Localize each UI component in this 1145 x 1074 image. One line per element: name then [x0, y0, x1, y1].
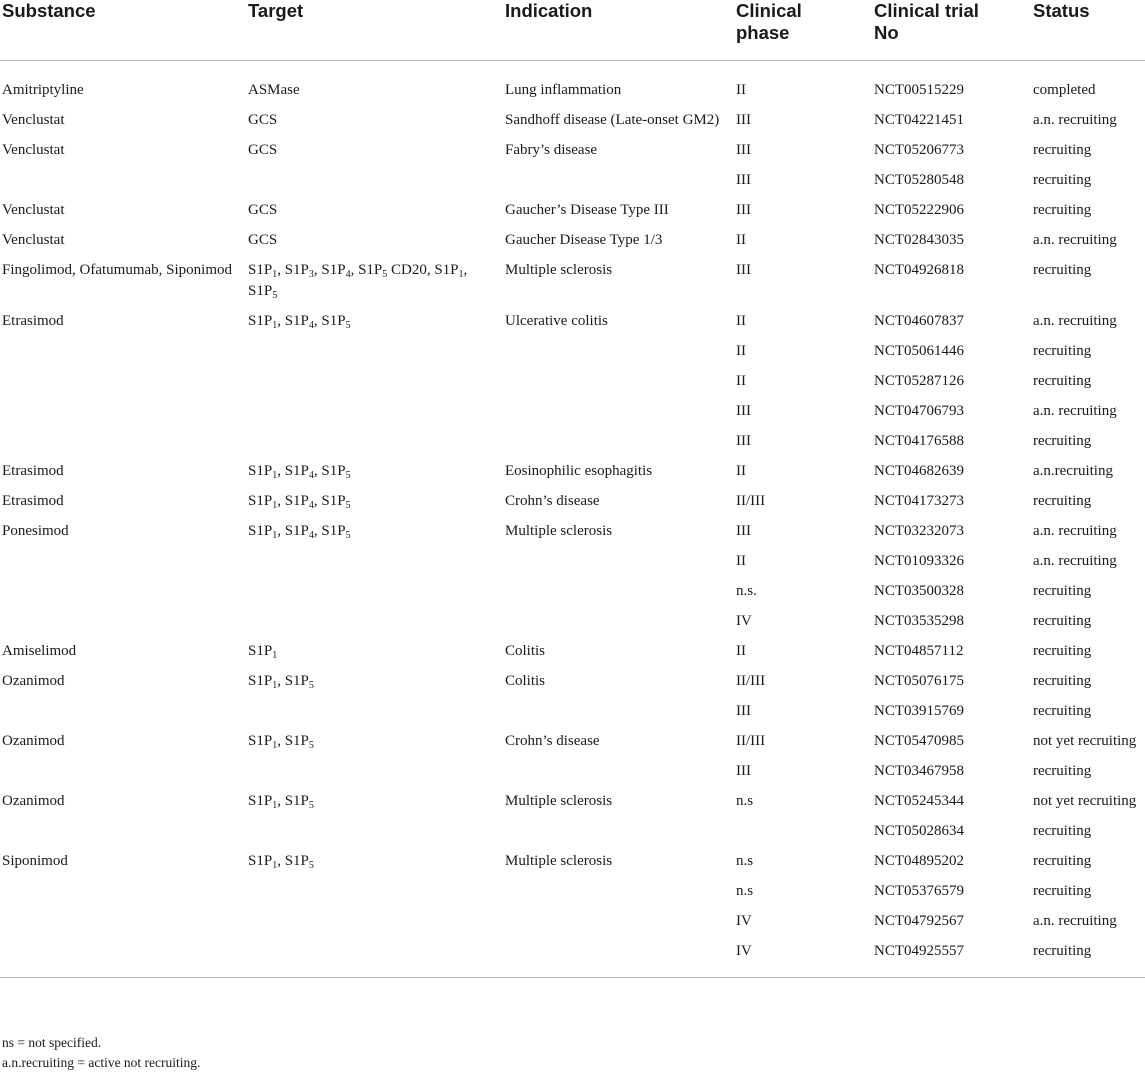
cell-clinical-trial-no: NCT04792567	[874, 913, 964, 929]
cell-target	[248, 367, 505, 397]
table-row	[0, 847, 1145, 877]
table-row	[0, 517, 1145, 547]
cell-clinical-trial-no: NCT03232073	[874, 523, 964, 539]
cell-status: recruiting	[1033, 643, 1092, 659]
cell-status: a.n. recruiting	[1033, 232, 1117, 248]
cell-substance	[0, 427, 248, 457]
header-row	[0, 0, 1145, 61]
table-row	[0, 427, 1145, 457]
cell-indication	[505, 607, 736, 637]
cell-substance: Etrasimod	[2, 493, 64, 509]
table-row	[0, 787, 1145, 817]
cell-indication: Gaucher Disease Type 1/3	[505, 232, 663, 248]
table-body	[0, 61, 1145, 978]
cell-indication	[505, 337, 736, 367]
cell-indication: Multiple sclerosis	[505, 262, 613, 278]
cell-clinical-trial-no: NCT04706793	[874, 403, 964, 419]
cell-substance: Ozanimod	[2, 733, 65, 749]
cell-indication	[505, 907, 736, 937]
cell-clinical-trial-no: NCT02843035	[874, 232, 964, 248]
table-row	[0, 727, 1145, 757]
cell-indication: Ulcerative colitis	[505, 313, 608, 329]
cell-substance	[0, 397, 248, 427]
cell-status: a.n. recruiting	[1033, 913, 1117, 929]
header-spacer	[0, 61, 1145, 77]
cell-clinical-phase: III	[736, 763, 751, 779]
cell-target: $S1P_1$, $S1P_5$	[248, 733, 314, 751]
cell-target: GCS	[248, 112, 278, 128]
cell-clinical-trial-no: NCT05061446	[874, 343, 964, 359]
cell-clinical-phase: IV	[736, 913, 752, 929]
table-row	[0, 907, 1145, 937]
cell-status: completed	[1033, 82, 1096, 98]
cell-indication: Crohn’s disease	[505, 493, 600, 509]
cell-clinical-trial-no: NCT03535298	[874, 613, 964, 629]
table-footnotes	[2, 1033, 200, 1073]
cell-substance	[0, 367, 248, 397]
cell-target: $S1P_1$, $S1P_5$	[248, 673, 314, 691]
cell-clinical-trial-no: NCT05076175	[874, 673, 964, 689]
cell-substance: Venclustat	[2, 232, 65, 248]
cell-substance: Venclustat	[2, 202, 65, 218]
cell-target: $S1P_1$, $S1P_5$	[248, 853, 314, 871]
cell-indication	[505, 817, 736, 847]
table-row	[0, 196, 1145, 226]
cell-target	[248, 757, 505, 787]
table-row	[0, 337, 1145, 367]
cell-target: ASMase	[248, 82, 300, 98]
cell-clinical-phase: III	[736, 202, 751, 218]
cell-status: recruiting	[1033, 493, 1092, 509]
cell-substance: Amiselimod	[2, 643, 77, 659]
cell-clinical-trial-no: NCT01093326	[874, 553, 964, 569]
cell-clinical-phase: III	[736, 262, 751, 278]
cell-target	[248, 166, 505, 196]
cell-indication	[505, 697, 736, 727]
cell-target: $S1P_1$, $S1P_5$	[248, 793, 314, 811]
table-row	[0, 697, 1145, 727]
cell-indication: Lung inflammation	[505, 82, 622, 98]
cell-status: recruiting	[1033, 172, 1092, 188]
cell-target	[248, 337, 505, 367]
cell-target: $S1P_1$	[248, 643, 278, 661]
cell-substance: Etrasimod	[2, 313, 64, 329]
cell-indication	[505, 877, 736, 907]
cell-clinical-phase: III	[736, 403, 751, 419]
cell-indication: Gaucher’s Disease Type III	[505, 202, 669, 218]
cell-target	[248, 697, 505, 727]
cell-indication: Sandhoff disease (Late-onset GM2)	[505, 112, 720, 128]
cell-status: recruiting	[1033, 202, 1092, 218]
table-row	[0, 757, 1145, 787]
cell-substance: Amitriptyline	[2, 82, 84, 98]
cell-clinical-phase: III	[736, 172, 751, 188]
cell-indication	[505, 577, 736, 607]
table-row	[0, 106, 1145, 136]
cell-clinical-phase: II/III	[736, 673, 766, 689]
cell-target: GCS	[248, 232, 278, 248]
table-row	[0, 136, 1145, 166]
cell-status: recruiting	[1033, 883, 1092, 899]
cell-target: $S1P_1$, $S1P_4$, $S1P_5$	[248, 493, 351, 511]
cell-target: $S1P_1$, $S1P_3$, $S1P_4$, $S1P_5$ CD20, $S1P_1$, $S1P_5$	[248, 262, 468, 301]
cell-clinical-trial-no: NCT05245344	[874, 793, 964, 809]
table-row	[0, 937, 1145, 978]
cell-clinical-phase: II	[736, 643, 746, 659]
cell-clinical-phase: II	[736, 82, 746, 98]
cell-status: recruiting	[1033, 853, 1092, 869]
cell-indication	[505, 937, 736, 978]
cell-status: recruiting	[1033, 373, 1092, 389]
cell-indication	[505, 427, 736, 457]
cell-clinical-trial-no: NCT04895202	[874, 853, 964, 869]
cell-target	[248, 427, 505, 457]
cell-target	[248, 577, 505, 607]
cell-substance: Siponimod	[2, 853, 68, 869]
cell-clinical-trial-no: NCT05222906	[874, 202, 964, 218]
cell-substance	[0, 166, 248, 196]
cell-clinical-phase: II	[736, 313, 746, 329]
cell-indication: Eosinophilic esophagitis	[505, 463, 653, 479]
cell-indication	[505, 166, 736, 196]
cell-clinical-trial-no: NCT05287126	[874, 373, 964, 389]
cell-target	[248, 877, 505, 907]
cell-status: recruiting	[1033, 262, 1092, 278]
cell-indication: Multiple sclerosis	[505, 523, 613, 539]
cell-substance	[0, 877, 248, 907]
cell-target: $S1P_1$, $S1P_4$, $S1P_5$	[248, 523, 351, 541]
header-target: Target	[248, 0, 505, 61]
cell-indication: Colitis	[505, 673, 546, 689]
cell-status: recruiting	[1033, 763, 1092, 779]
cell-target	[248, 907, 505, 937]
header-clinical-trial-no: Clinical trial No	[874, 0, 1033, 61]
cell-substance: Ozanimod	[2, 673, 65, 689]
cell-clinical-phase: n.s	[736, 793, 754, 809]
table-row	[0, 256, 1145, 307]
cell-clinical-phase: IV	[736, 943, 752, 959]
cell-clinical-phase: II/III	[736, 733, 766, 749]
cell-indication	[505, 757, 736, 787]
table-row	[0, 607, 1145, 637]
cell-substance	[0, 547, 248, 577]
cell-clinical-phase: IV	[736, 613, 752, 629]
cell-clinical-phase: II/III	[736, 493, 766, 509]
cell-clinical-trial-no: NCT04607837	[874, 313, 964, 329]
cell-clinical-phase: III	[736, 523, 751, 539]
cell-clinical-phase: n.s.	[736, 583, 757, 599]
table-row	[0, 457, 1145, 487]
cell-target: GCS	[248, 142, 278, 158]
cell-status: a.n. recruiting	[1033, 403, 1117, 419]
cell-substance: Ponesimod	[2, 523, 69, 539]
cell-indication	[505, 397, 736, 427]
header-status: Status	[1033, 0, 1145, 61]
cell-status: a.n. recruiting	[1033, 112, 1117, 128]
cell-clinical-trial-no: NCT05470985	[874, 733, 964, 749]
cell-status: not yet recruiting	[1033, 733, 1137, 749]
cell-substance: Fingolimod, Ofatumumab, Siponimod	[2, 262, 233, 278]
cell-substance	[0, 907, 248, 937]
cell-clinical-phase: III	[736, 112, 751, 128]
cell-indication: Colitis	[505, 643, 546, 659]
cell-status: recruiting	[1033, 673, 1092, 689]
cell-substance	[0, 697, 248, 727]
cell-clinical-trial-no: NCT05206773	[874, 142, 964, 158]
table-row	[0, 76, 1145, 106]
cell-target: $S1P_1$, $S1P_4$, $S1P_5$	[248, 463, 351, 481]
cell-clinical-trial-no: NCT04176588	[874, 433, 964, 449]
cell-clinical-trial-no: NCT05376579	[874, 883, 964, 899]
cell-target	[248, 607, 505, 637]
table-row	[0, 307, 1145, 337]
cell-status: recruiting	[1033, 823, 1092, 839]
cell-status: recruiting	[1033, 343, 1092, 359]
table-row	[0, 577, 1145, 607]
cell-indication: Fabry’s disease	[505, 142, 598, 158]
table-header	[0, 0, 1145, 61]
cell-clinical-phase: III	[736, 142, 751, 158]
cell-clinical-trial-no: NCT04173273	[874, 493, 964, 509]
cell-clinical-trial-no: NCT04926818	[874, 262, 964, 278]
cell-clinical-phase: II	[736, 343, 746, 359]
footnote-not-specified: ns = not specified.	[2, 1035, 102, 1050]
cell-clinical-phase: III	[736, 703, 751, 719]
cell-indication	[505, 547, 736, 577]
cell-clinical-phase: n.s	[736, 853, 754, 869]
table-row	[0, 397, 1145, 427]
cell-target	[248, 397, 505, 427]
cell-clinical-phase: II	[736, 373, 746, 389]
cell-clinical-trial-no: NCT04682639	[874, 463, 964, 479]
cell-clinical-phase: II	[736, 463, 746, 479]
cell-clinical-trial-no: NCT03915769	[874, 703, 964, 719]
table-row	[0, 667, 1145, 697]
cell-indication: Crohn’s disease	[505, 733, 600, 749]
cell-substance	[0, 577, 248, 607]
table-row	[0, 487, 1145, 517]
table-row	[0, 877, 1145, 907]
cell-status: a.n. recruiting	[1033, 553, 1117, 569]
cell-target: $S1P_1$, $S1P_4$, $S1P_5$	[248, 313, 351, 331]
table-row	[0, 166, 1145, 196]
header-indication: Indication	[505, 0, 736, 61]
table-row	[0, 226, 1145, 256]
cell-clinical-phase: III	[736, 433, 751, 449]
table-row	[0, 547, 1145, 577]
footnote-active-not-recruiting: a.n.recruiting = active not recruiting.	[2, 1055, 201, 1070]
cell-status: recruiting	[1033, 583, 1092, 599]
header-substance: Substance	[0, 0, 248, 61]
cell-substance: Venclustat	[2, 142, 65, 158]
cell-target	[248, 547, 505, 577]
cell-status: recruiting	[1033, 703, 1092, 719]
cell-status: not yet recruiting	[1033, 793, 1137, 809]
cell-indication: Multiple sclerosis	[505, 793, 613, 809]
cell-target	[248, 937, 505, 978]
cell-clinical-trial-no: NCT04925557	[874, 943, 964, 959]
header-clinical-phase: Clinical phase	[736, 0, 874, 61]
cell-clinical-trial-no: NCT04221451	[874, 112, 964, 128]
cell-indication: Multiple sclerosis	[505, 853, 613, 869]
cell-substance	[0, 937, 248, 978]
cell-indication	[505, 367, 736, 397]
cell-substance	[0, 607, 248, 637]
cell-clinical-trial-no: NCT05028634	[874, 823, 964, 839]
cell-target	[248, 817, 505, 847]
cell-clinical-trial-no: NCT05280548	[874, 172, 964, 188]
cell-clinical-trial-no: NCT03500328	[874, 583, 964, 599]
cell-clinical-phase: II	[736, 232, 746, 248]
cell-status: recruiting	[1033, 142, 1092, 158]
cell-status: a.n.recruiting	[1033, 463, 1113, 479]
cell-status: recruiting	[1033, 613, 1092, 629]
table-row	[0, 367, 1145, 397]
table-row	[0, 637, 1145, 667]
cell-clinical-phase: II	[736, 553, 746, 569]
cell-status: recruiting	[1033, 433, 1092, 449]
cell-clinical-phase: n.s	[736, 883, 754, 899]
cell-clinical-trial-no: NCT03467958	[874, 763, 964, 779]
cell-status: recruiting	[1033, 943, 1092, 959]
table-row	[0, 817, 1145, 847]
cell-status: a.n. recruiting	[1033, 523, 1117, 539]
cell-substance: Etrasimod	[2, 463, 64, 479]
cell-clinical-trial-no: NCT04857112	[874, 643, 964, 659]
cell-target: GCS	[248, 202, 278, 218]
cell-substance	[0, 757, 248, 787]
cell-substance: Venclustat	[2, 112, 65, 128]
cell-clinical-phase	[736, 817, 874, 847]
cell-substance	[0, 817, 248, 847]
cell-clinical-trial-no: NCT00515229	[874, 82, 964, 98]
cell-substance	[0, 337, 248, 367]
cell-substance: Ozanimod	[2, 793, 65, 809]
cell-status: a.n. recruiting	[1033, 313, 1117, 329]
